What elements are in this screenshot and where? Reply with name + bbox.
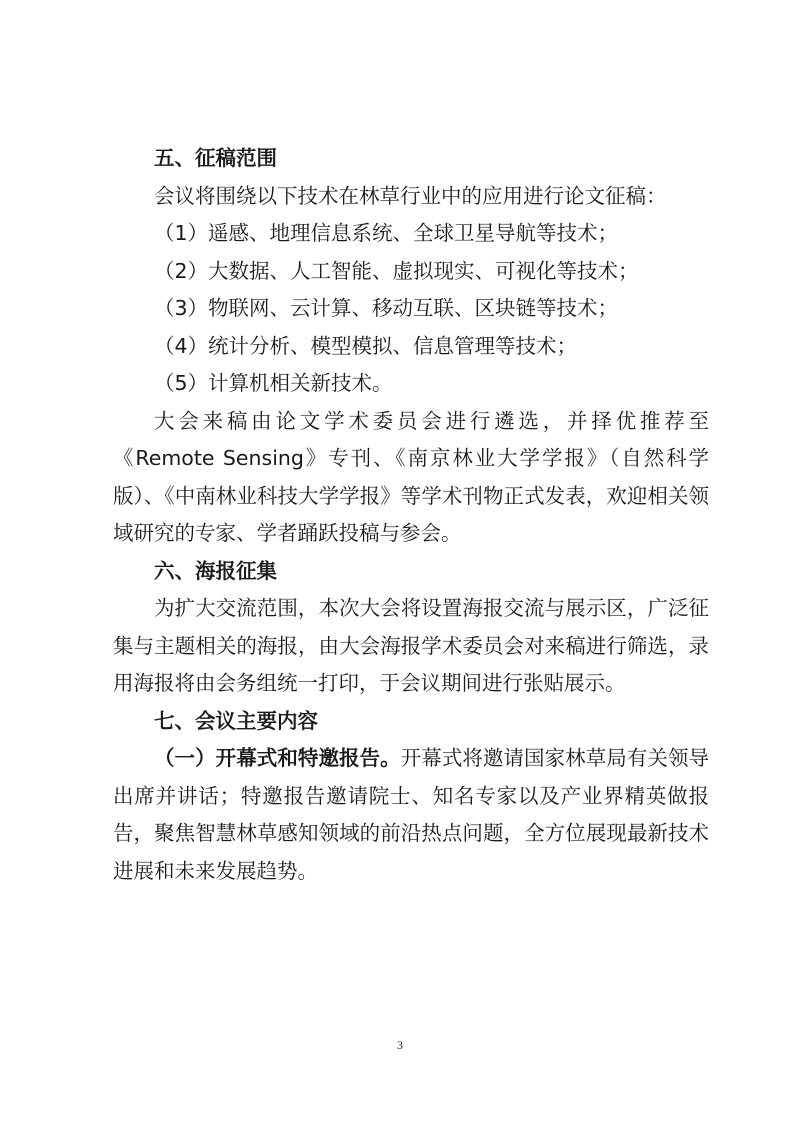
section-heading-main-content: 七、会议主要内容 bbox=[154, 708, 318, 733]
topic-item-4: （4）统计分析、模型模拟、信息管理等技术； bbox=[154, 333, 578, 358]
publication-paragraph: 大会来稿由论文学术委员会进行遴选，并择优推荐至《Remote Sensing》专刊、《南京林业大学学报》（自然科学版）、《中南林业科技大学学报》等学术刊物正式发表，欢迎相关领域研究的专家、学者踊跃投稿与参会。 bbox=[113, 408, 709, 545]
opening-paragraph bbox=[113, 740, 709, 890]
section-heading-poster-collection: 六、海报征集 bbox=[154, 558, 277, 583]
document-page bbox=[113, 140, 709, 890]
opening-subheading: （一）开幕式和特邀报告。 bbox=[154, 746, 401, 770]
page-number: 3 bbox=[397, 1038, 403, 1052]
topic-item-2: （2）大数据、人工智能、虚拟现实、可视化等技术； bbox=[154, 258, 639, 283]
topic-item-5: （5）计算机相关新技术。 bbox=[154, 371, 393, 395]
poster-paragraph: 为扩大交流范围，本次大会将设置海报交流与展示区，广泛征集与主题相关的海报，由大会海报学术委员会对来稿进行筛选，录用海报将由会务组统一打印，于会议期间进行张贴展示。 bbox=[113, 596, 709, 695]
topic-item-3: （3）物联网、云计算、移动互联、区块链等技术； bbox=[154, 296, 619, 320]
section-heading-call-for-papers: 五、征稿范围 bbox=[154, 146, 277, 170]
call-for-papers-intro: 会议将围绕以下技术在林草行业中的应用进行论文征稿： bbox=[154, 183, 667, 208]
topic-item-1: （1）遥感、地理信息系统、全球卫星导航等技术； bbox=[154, 221, 619, 245]
opening-body: 开幕式将邀请国家林草局有关领导出席并讲话；特邀报告邀请院士、知名专家以及产业界精英做报告，聚焦智慧林草感知领域的前沿热点问题，全方位展现最新技术进展和未来发展趋势。 bbox=[113, 746, 710, 883]
